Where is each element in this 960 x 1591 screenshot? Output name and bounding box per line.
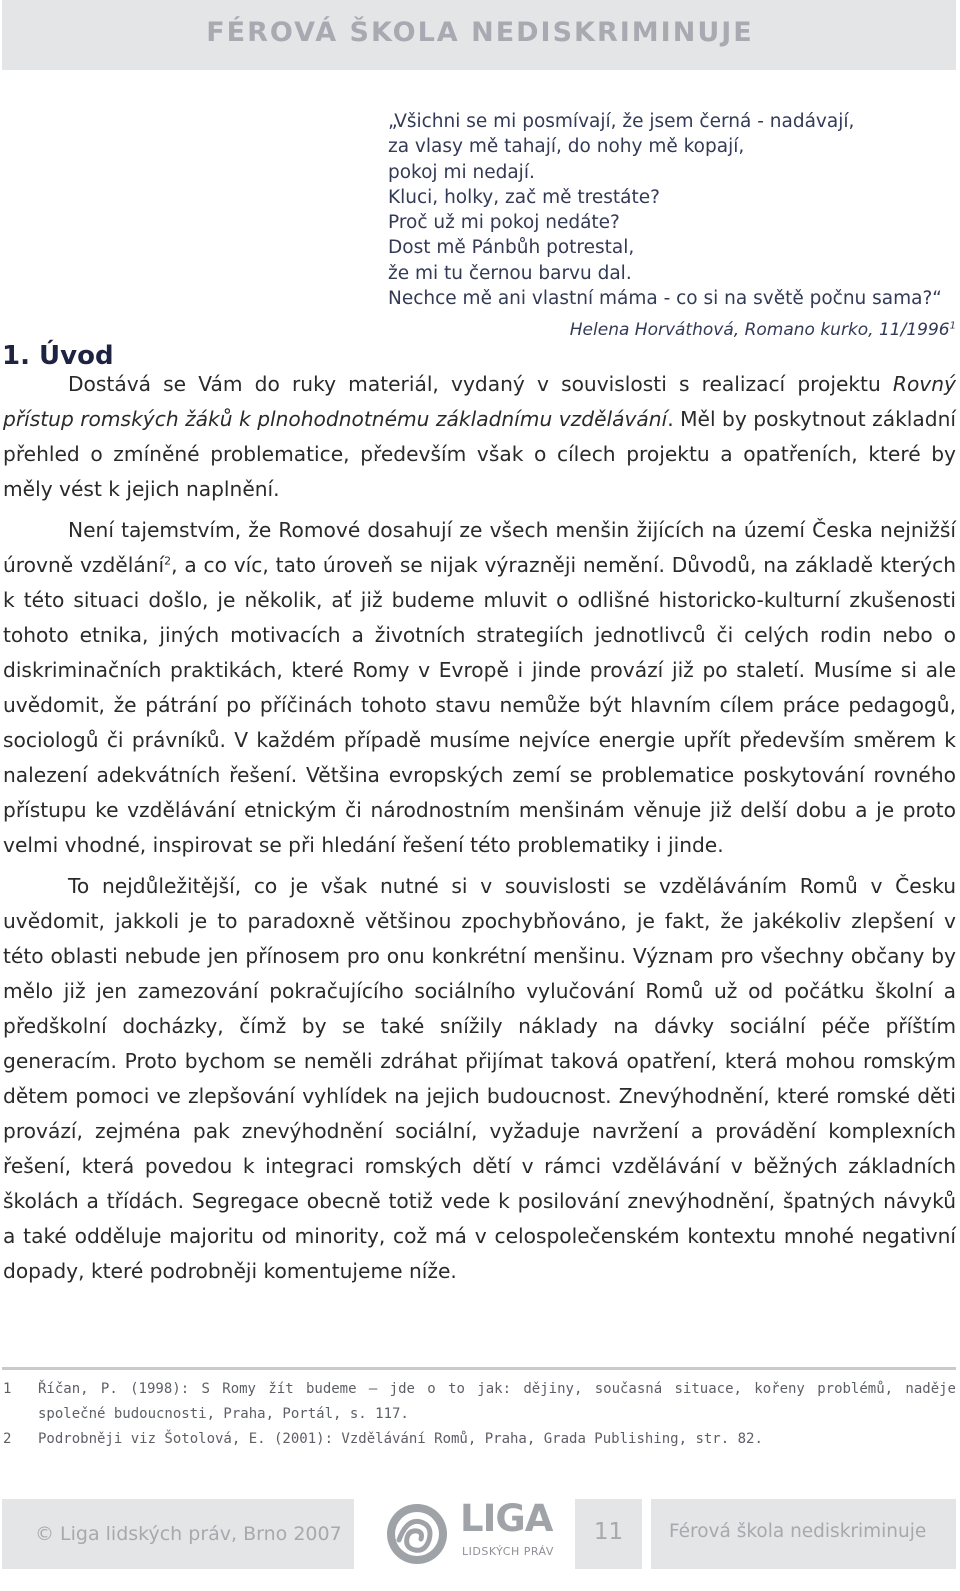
body-text <box>3 367 956 1289</box>
poem-line: Kluci, holky, zač mě trestáte? <box>388 186 660 208</box>
poem-line: že mi tu černou barvu dal. <box>388 262 632 284</box>
footnote-text: Podrobněji viz Šotolová, E. (2001): Vzdělávání Romů, Praha, Grada Publishing, str. 82. <box>38 1431 763 1447</box>
footnote-text: Říčan, P. (1998): S Romy žít budeme – jde o to jak: dějiny, současná situace, kořeny problémů, naděje společné budoucnosti, Praha, Portál, s. 117. <box>38 1381 956 1422</box>
footnotes <box>3 1377 956 1452</box>
epigraph-poem <box>388 109 942 311</box>
poem-line: pokoj mi nedají. <box>388 161 535 183</box>
footer-copyright: © Liga lidských práv, Brno 2007 <box>35 1523 342 1545</box>
paragraph-importance: To nejdůležitější, co je však nutné si v souvislosti se vzděláváním Romů v Česku uvědomit, jakkoli je to paradoxně většinou zpochybňováno, je fakt, že jakékoliv zlepšení v této oblasti nebude jen přínosem pro onu konkrétní menšinu. Význam pro všechny občany by mělo již jen zamezování pokračujícího sociálního vylučování Romů už od počátku školní a předškolní docházky, čímž by se také snížily náklady na dávky sociální péče příštím generacím. Proto bychom se neměli zdráhat přijímat taková opatření, která mohou romským dětem pomoci ve zlepšování vyhlídek na jejich budoucnost. Znevýhodnění, které romské děti provází, zejména pak znevýhodnění sociální, vyžaduje navržení a provádění komplexních řešení, která povedou k integraci romských dětí v rámci vzdělávání v běžných základních školách a třídách. Segregace obecně totiž vede k posilování znevýhodnění, špatných návyků a také odděluje majoritu od minority, což má v celospolečenském kontextu mnohé negativní dopady, které podrobněji komentujeme níže. <box>3 874 956 1283</box>
poem-attribution-text: Helena Horváthová, Romano kurko, 11/1996 <box>569 320 950 340</box>
paragraph-text: , a co víc, tato úroveň se nijak výrazněji nemění. Důvodů, na základě kterých k této situaci došlo, je několik, ať již budeme mluvit o odlišné historicko-kulturní zkušenosti tohoto etnika, jiných motivacích a životních strategiích jednotlivců či celých rodin nebo o diskriminačních praktikách, které Romy v Evropě i jinde provází již po staletí. Musíme si ale uvědomit, že pátrání po příčinách tohoto stavu nemůže být hlavním cílem práce pedagogů, sociologů či právníků. V každém případě musíme nejvíce energie upřít především směrem k nalezení adekvátních řešení. Většina evropských zemí se problematice poskytování rovného přístupu ke vzdělávání etnickým či národnostním menšinám věnuje již delší dobu a je proto velmi vhodné, inspirovat se při hledání řešení této problematiky i jinde. <box>3 553 956 857</box>
page-number: 11 <box>593 1519 624 1545</box>
footnote-ref-1[interactable]: 1 <box>949 320 956 332</box>
paragraph-education-level <box>3 513 956 863</box>
section-heading: 1. Úvod <box>2 341 114 371</box>
page-header-title: FÉROVÁ ŠKOLA NEDISKRIMINUJE <box>206 17 754 48</box>
footnote-item <box>3 1377 956 1427</box>
footer-publication-title: Férová škola nediskriminuje <box>669 1521 927 1542</box>
paragraph-text: Není tajemstvím, že Romové dosahují ze všech menšin žijících na území Česka nejnižší úrovně vzdělání <box>3 518 956 577</box>
logo-wordmark: LIGA <box>460 1497 553 1540</box>
footnote-divider <box>2 1367 956 1370</box>
poem-line: Dost mě Pánbůh potrestal, <box>388 237 635 259</box>
project-title: Rovný přístup romských žáků k plnohodnotnému základnímu vzdělávání <box>3 372 956 431</box>
paragraph-text: . Měl by poskytnout základní přehled o zmíněné problematice, především však o cílech projektu a opatřeních, které by měly vést k jejich naplnění. <box>3 407 956 501</box>
footnote-number: 1 <box>3 1381 12 1397</box>
poem-line: Nechce mě ani vlastní máma - co si na světě počnu sama?“ <box>388 288 942 310</box>
logo-subtitle: LIDSKÝCH PRÁV <box>462 1545 554 1558</box>
poem-line: za vlasy mě tahají, do nohy mě kopají, <box>388 136 745 158</box>
poem-line: Proč už mi pokoj nedáte? <box>388 212 620 234</box>
footnote-ref-2[interactable]: 2 <box>164 554 172 568</box>
footnote-number: 2 <box>3 1431 12 1447</box>
paragraph-text: Dostává se Vám do ruky materiál, vydaný v souvislosti s realizací projektu <box>68 372 893 396</box>
footnote-item <box>3 1427 956 1452</box>
poem-attribution <box>570 320 956 340</box>
paragraph-intro <box>3 367 956 507</box>
poem-line: „Všichni se mi posmívají, že jsem černá - nadávají, <box>388 111 855 132</box>
